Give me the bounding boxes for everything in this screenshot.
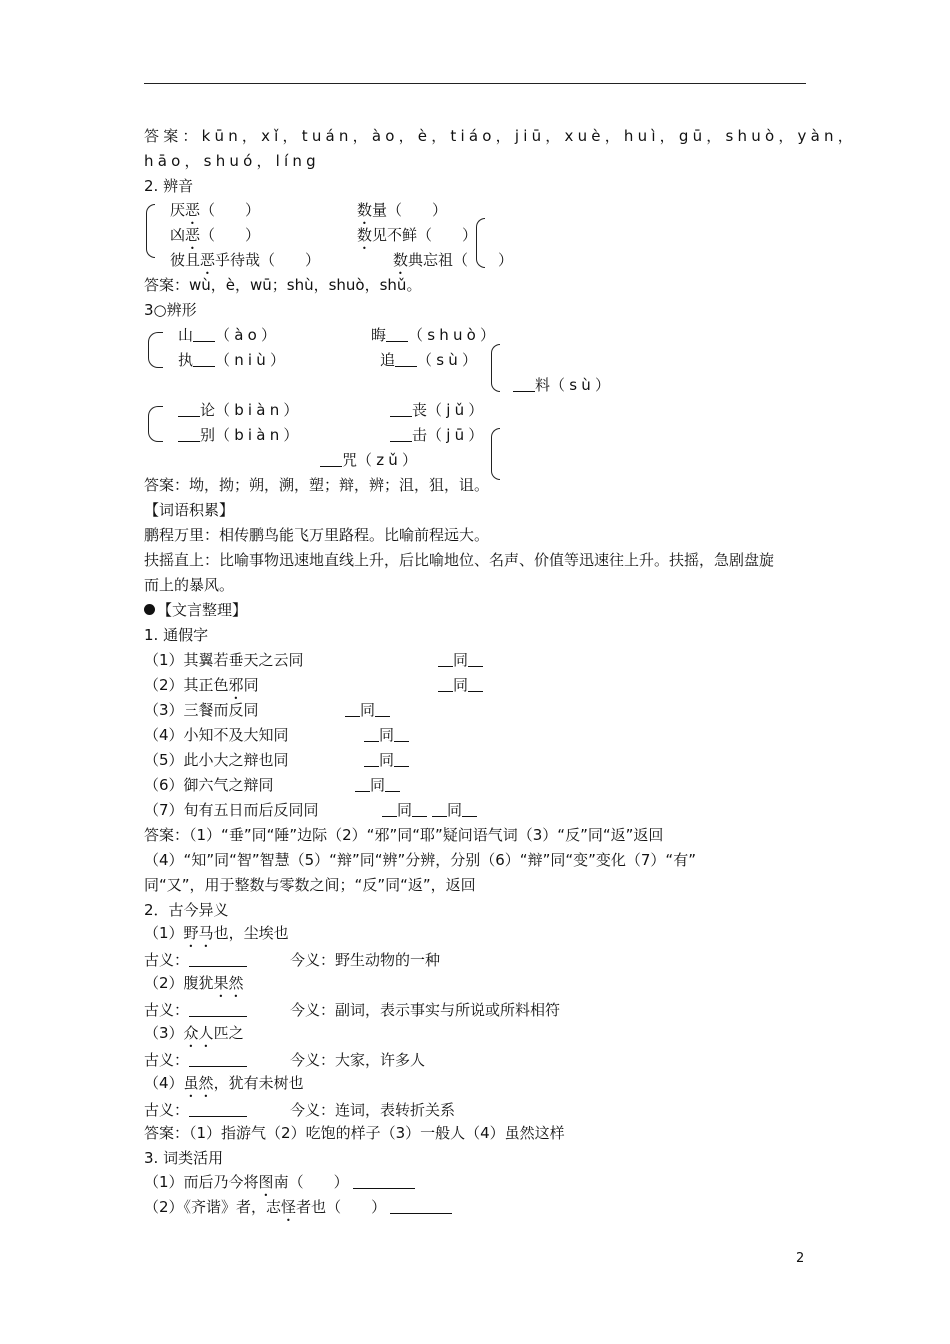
section-title-bianyin: 2. 辨音 xyxy=(144,177,194,195)
answer-pinyin-line-1: 答案：kūn，xǐ，tuán，ào，è，tiáo，jiū，xuè，huì，gū，shuò，yàn， xyxy=(144,127,857,145)
gujin-item: （2）腹犹果然 xyxy=(144,974,244,992)
subsection-title-cilei: 3. 词类活用 xyxy=(144,1149,224,1167)
gujin-ancient: 古义： xyxy=(144,950,247,970)
bianxing-item: 料（sù） xyxy=(513,375,614,395)
tongjia-blanks: 同 xyxy=(364,725,409,745)
cilei-item: （1）而后乃今将图南（ ） xyxy=(144,1172,415,1200)
tongjia-item: （6）御六气之辩同 xyxy=(144,776,274,794)
tongjia-item: （4）小知不及大知同 xyxy=(144,726,289,744)
gujin-item: （4）虽然，犹有未树也 xyxy=(144,1074,304,1092)
bianyin-right-item: 数量（ ） xyxy=(357,201,448,219)
tongjia-item: （3）三餐而反同 xyxy=(144,701,259,719)
bianyin-right-item: 数见不鲜（ ） xyxy=(357,226,478,244)
section-title-vocab: 【词语积累】 xyxy=(144,501,235,519)
left-brace xyxy=(148,332,163,368)
bianxing-item: 咒（zǔ） xyxy=(320,450,421,470)
bianxing-item: 击（jū） xyxy=(390,425,488,445)
gujin-item: （1）野马也，尘埃也 xyxy=(144,924,289,942)
answer-tongjia: 同“又”，用于整数与零数之间；“反”同“返”，返回 xyxy=(144,876,476,894)
answer-pinyin-line-2: hāo，shuó，líng xyxy=(144,152,320,170)
bianxing-item: 丧（jǔ） xyxy=(390,400,488,420)
bianxing-item: 别（biàn） xyxy=(178,425,303,445)
tongjia-item: （5）此小大之辩也同 xyxy=(144,751,289,769)
tongjia-blanks: 同 xyxy=(355,775,400,795)
subsection-title-gujin: 2．古今异义 xyxy=(144,901,229,919)
gujin-ancient: 古义： xyxy=(144,1100,247,1120)
tongjia-blanks: 同 xyxy=(438,675,483,695)
section-title-wenyan: 【文言整理】 xyxy=(144,600,247,620)
gujin-modern: 今义：大家，许多人 xyxy=(290,1051,426,1069)
vocab-item: 鹏程万里：相传鹏鸟能飞万里路程。比喻前程远大。 xyxy=(144,526,490,544)
bianxing-item: 论（biàn） xyxy=(178,400,303,420)
bianyin-left-item: 厌恶（ ） xyxy=(170,201,261,219)
cilei-item: （2）《齐谐》者，志怪者也（ ） xyxy=(144,1197,452,1225)
gujin-item: （3）众人匹之 xyxy=(144,1024,244,1042)
right-brace xyxy=(476,218,485,268)
tongjia-item: （1）其翼若垂天之云同 xyxy=(144,651,304,669)
bianxing-item: 执 （niù） xyxy=(178,351,290,369)
tongjia-item: （2）其正色邪同 xyxy=(144,676,259,694)
answer-gujin: 答案：（1）指游气（2）吃饱的样子（3）一般人（4）虽然这样 xyxy=(144,1124,565,1142)
answer-bianyin: 答案：wù，è，wū；shù，shuò，shǔ。 xyxy=(144,276,422,294)
gujin-modern: 今义：野生动物的一种 xyxy=(290,951,441,969)
page-number: 2 xyxy=(796,1251,805,1266)
bianyin-right-item: 数典忘祖（ ） xyxy=(393,251,514,269)
bianyin-left-item: 彼且恶乎待哉（ ） xyxy=(170,251,321,269)
answer-bianxing: 答案：坳，拗；朔，溯，塑；辩，辨；沮，狙，诅。 xyxy=(144,476,490,494)
tongjia-blanks: 同 xyxy=(345,700,390,720)
gujin-modern: 今义：副词，表示事实与所说或所料相符 xyxy=(290,1001,561,1019)
answer-tongjia: 答案：（1）“垂”同“陲”边际（2）“邪”同“耶”疑问语气词（3）“反”同“返”返回 xyxy=(144,826,664,844)
bullet-icon xyxy=(144,604,155,615)
left-brace xyxy=(146,204,155,258)
vocab-item: 而上的暴风。 xyxy=(144,576,235,594)
bianxing-item: 山 （ào） xyxy=(178,326,281,344)
bianxing-item: 晦 （shuò） xyxy=(371,326,500,344)
subsection-title-tongjia: 1. 通假字 xyxy=(144,626,209,644)
left-brace xyxy=(491,428,500,480)
gujin-modern: 今义：连词，表转折关系 xyxy=(290,1101,456,1119)
tongjia-blanks: 同 同 xyxy=(382,800,477,820)
tongjia-blanks: 同 xyxy=(364,750,409,770)
left-brace xyxy=(148,406,163,442)
section-title-bianxing: 3○辨形 xyxy=(144,301,197,319)
gujin-ancient: 古义： xyxy=(144,1000,247,1020)
vocab-item: 扶摇直上：比喻事物迅速地直线上升，后比喻地位、名声、价值等迅速往上升。扶摇，急剧盘旋 xyxy=(144,551,775,569)
left-brace xyxy=(491,344,500,392)
header-rule xyxy=(144,83,806,84)
bianxing-item: 追 （sù） xyxy=(380,351,482,369)
answer-tongjia: （4）“知”同“智”智慧（5）“辩”同“辨”分辨，分别（6）“辩”同“变”变化（7）“有” xyxy=(144,851,696,869)
tongjia-blanks: 同 xyxy=(438,650,483,670)
bianyin-left-item: 凶恶（ ） xyxy=(170,226,261,244)
tongjia-item: （7）旬有五日而后反同同 xyxy=(144,801,319,819)
gujin-ancient: 古义： xyxy=(144,1050,247,1070)
